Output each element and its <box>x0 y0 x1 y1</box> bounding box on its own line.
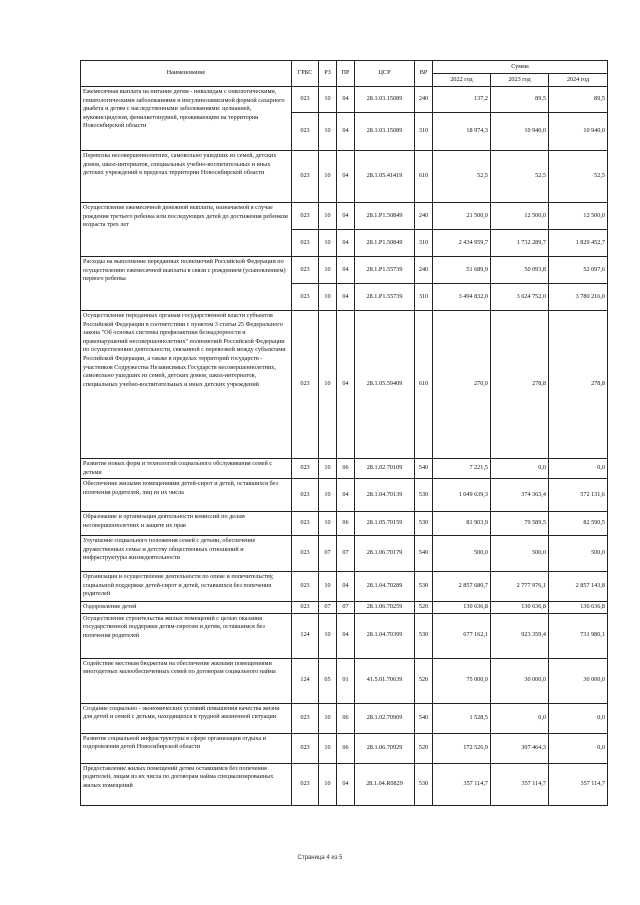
cell-vr: 610 <box>415 151 433 203</box>
cell-amount-2022: 137,2 <box>433 87 491 113</box>
cell-pr: 04 <box>337 284 355 311</box>
cell-csr: 28.1.06.70259 <box>355 602 415 614</box>
cell-vr: 530 <box>415 763 433 805</box>
cell-grbs: 023 <box>292 113 319 151</box>
cell-rz: 10 <box>319 113 337 151</box>
cell-name: Улучшение социального положения семей с детьми, обеспечение дружественных семье и детству общественных отношений и инфраструктуры жизнедеятельности <box>81 536 292 572</box>
cell-rz: 10 <box>319 151 337 203</box>
cell-amount-2022: 52,5 <box>433 151 491 203</box>
cell-amount-2024: 89,5 <box>549 87 608 113</box>
cell-amount-2022: 75 000,0 <box>433 658 491 703</box>
cell-amount-2023: 10 940,0 <box>491 113 549 151</box>
cell-grbs: 124 <box>292 658 319 703</box>
cell-amount-2023: 2 777 976,1 <box>491 572 549 602</box>
page-number: Страница 4 из 5 <box>297 855 343 861</box>
cell-amount-2024: 731 980,1 <box>549 613 608 658</box>
cell-amount-2022: 2 434 959,7 <box>433 230 491 257</box>
table-row <box>81 87 608 113</box>
cell-amount-2024: 52,5 <box>549 151 608 203</box>
cell-amount-2022: 677 162,1 <box>433 613 491 658</box>
cell-amount-2023: 52,5 <box>491 151 549 203</box>
table-row <box>81 572 608 602</box>
cell-amount-2024: 0,0 <box>549 703 608 733</box>
header-csr: ЦСР <box>355 61 415 87</box>
cell-vr: 540 <box>415 536 433 572</box>
cell-amount-2022: 357 114,7 <box>433 763 491 805</box>
header-name: Наименование <box>81 61 292 87</box>
cell-amount-2022: 500,0 <box>433 536 491 572</box>
cell-vr: 240 <box>415 87 433 113</box>
cell-vr: 520 <box>415 658 433 703</box>
cell-amount-2024: 52 097,6 <box>549 257 608 284</box>
cell-csr: 41.5.01.70639 <box>355 658 415 703</box>
table-row <box>81 512 608 536</box>
cell-vr: 310 <box>415 284 433 311</box>
cell-name: Перевозка несовершеннолетних, самовольно ушедших из семей, детских домов, школ-интернатов, специальных учебно-воспитательных и иных детских учреждений в пределах территории Новосибирской области <box>81 151 292 203</box>
cell-vr: 530 <box>415 572 433 602</box>
cell-pr: 01 <box>337 658 355 703</box>
table-row <box>81 257 608 284</box>
cell-csr: 28.1.P1.55739 <box>355 257 415 284</box>
cell-csr: 28.1.06.70929 <box>355 733 415 763</box>
cell-amount-2022: 7 221,5 <box>433 459 491 479</box>
cell-pr: 06 <box>337 733 355 763</box>
cell-name: Развитие социальной инфраструктуры в сфере организации отдыха и оздоровления детей Новосибирской области <box>81 733 292 763</box>
cell-pr: 04 <box>337 257 355 284</box>
cell-rz: 10 <box>319 763 337 805</box>
cell-csr: 28.1.04.70289 <box>355 572 415 602</box>
cell-name: Осуществление ежемесячной денежной выплаты, назначаемой в случае рождения третьего ребенка или последующих детей до достижения ребенком возраста трех лет <box>81 203 292 257</box>
cell-amount-2024: 572 131,6 <box>549 479 608 512</box>
cell-grbs: 023 <box>292 479 319 512</box>
cell-pr: 06 <box>337 459 355 479</box>
cell-vr: 310 <box>415 113 433 151</box>
cell-amount-2022: 1 528,5 <box>433 703 491 733</box>
cell-vr: 530 <box>415 512 433 536</box>
cell-amount-2024: 0,0 <box>549 733 608 763</box>
cell-grbs: 023 <box>292 763 319 805</box>
cell-name: Организация и осуществление деятельности по опеке и попечительству, социальной поддержке детей-сирот и детей, оставшихся без попечения родителей <box>81 572 292 602</box>
cell-amount-2022: 3 494 832,0 <box>433 284 491 311</box>
cell-amount-2022: 21 500,0 <box>433 203 491 230</box>
cell-amount-2022: 130 636,8 <box>433 602 491 614</box>
cell-grbs: 023 <box>292 512 319 536</box>
cell-pr: 07 <box>337 602 355 614</box>
cell-rz: 10 <box>319 512 337 536</box>
cell-vr: 310 <box>415 230 433 257</box>
table-header <box>81 61 608 87</box>
cell-grbs: 023 <box>292 536 319 572</box>
cell-pr: 06 <box>337 703 355 733</box>
table-row <box>81 613 608 658</box>
cell-csr: 28.1.04.R0829 <box>355 763 415 805</box>
table-row <box>81 459 608 479</box>
cell-pr: 04 <box>337 87 355 113</box>
cell-amount-2023: 89,5 <box>491 87 549 113</box>
cell-name: Осуществление строительства жилых помещений с целью оказания государственной поддержки детям-сиротам и детям, оставшимся без попечения родителей <box>81 613 292 658</box>
cell-csr: 28.1.P1.50849 <box>355 230 415 257</box>
cell-pr: 04 <box>337 572 355 602</box>
cell-vr: 520 <box>415 733 433 763</box>
cell-amount-2022: 270,0 <box>433 311 491 459</box>
cell-rz: 10 <box>319 703 337 733</box>
cell-amount-2023: 357 114,7 <box>491 763 549 805</box>
cell-csr: 28.1.04.70139 <box>355 479 415 512</box>
cell-amount-2024: 12 500,0 <box>549 203 608 230</box>
cell-amount-2024: 130 636,8 <box>549 602 608 614</box>
cell-rz: 10 <box>319 311 337 459</box>
cell-rz: 10 <box>319 230 337 257</box>
cell-csr: 28.1.P1.55739 <box>355 284 415 311</box>
cell-csr: 28.1.03.15089 <box>355 113 415 151</box>
cell-rz: 10 <box>319 87 337 113</box>
cell-csr: 28.1.05.41419 <box>355 151 415 203</box>
cell-amount-2024: 1 829 452,7 <box>549 230 608 257</box>
cell-name: Оздоровление детей <box>81 602 292 614</box>
cell-vr: 540 <box>415 459 433 479</box>
cell-name: Обеспечение жилыми помещениями детей-сирот и детей, оставшихся без попечения родителей, лиц из их числа <box>81 479 292 512</box>
cell-grbs: 023 <box>292 230 319 257</box>
table-row <box>81 733 608 763</box>
cell-amount-2023: 1 732 289,7 <box>491 230 549 257</box>
table-row <box>81 311 608 459</box>
cell-amount-2023: 374 363,4 <box>491 479 549 512</box>
cell-amount-2022: 172 526,9 <box>433 733 491 763</box>
header-sum: Сумма <box>433 61 608 74</box>
table-row <box>81 151 608 203</box>
cell-amount-2023: 79 589,5 <box>491 512 549 536</box>
cell-amount-2023: 923 359,4 <box>491 613 549 658</box>
cell-amount-2022: 1 049 639,3 <box>433 479 491 512</box>
cell-name: Осуществление переданных органам государственной власти субъектов Российской Федерации в соответствии с пунктом 3 статьи 25 Федерального закона "Об основах системы профилактики безнадзорности и правонарушений несовершеннолетних" полномочий Российской Федерации по осуществлению деятельности, связанной с перевозкой между субъектами Российской Федерации, а также в пределах территорий государств - участников Содружества Независимых Государств несовершеннолетних, самовольно ушедших из семей, детских домов, школ-интернатов, специальных учебно-воспитательных и иных детских учреждений <box>81 311 292 459</box>
cell-amount-2024: 2 857 143,8 <box>549 572 608 602</box>
cell-amount-2023: 50 093,8 <box>491 257 549 284</box>
cell-amount-2022: 18 974,3 <box>433 113 491 151</box>
cell-grbs: 023 <box>292 151 319 203</box>
budget-table <box>80 60 608 806</box>
cell-grbs: 023 <box>292 284 319 311</box>
cell-vr: 240 <box>415 257 433 284</box>
cell-grbs: 023 <box>292 733 319 763</box>
cell-grbs: 023 <box>292 703 319 733</box>
cell-vr: 530 <box>415 613 433 658</box>
cell-name: Развитие новых форм и технологий социального обслуживания семей с детьми <box>81 459 292 479</box>
cell-pr: 04 <box>337 613 355 658</box>
cell-amount-2024: 10 940,0 <box>549 113 608 151</box>
cell-pr: 04 <box>337 311 355 459</box>
header-pr: ПР <box>337 61 355 87</box>
cell-amount-2024: 500,0 <box>549 536 608 572</box>
cell-rz: 10 <box>319 572 337 602</box>
cell-amount-2024: 30 000,0 <box>549 658 608 703</box>
cell-amount-2024: 3 780 216,0 <box>549 284 608 311</box>
cell-csr: 28.1.02.70109 <box>355 459 415 479</box>
cell-name: Создание социально - экономических условий повышения качества жизни для детей и семей с детьми, находящихся в трудной жизненной ситуации <box>81 703 292 733</box>
cell-grbs: 023 <box>292 87 319 113</box>
cell-vr: 520 <box>415 602 433 614</box>
cell-amount-2023: 130 636,8 <box>491 602 549 614</box>
cell-rz: 10 <box>319 733 337 763</box>
cell-amount-2024: 82 590,5 <box>549 512 608 536</box>
cell-grbs: 023 <box>292 572 319 602</box>
cell-csr: 28.1.P1.50849 <box>355 203 415 230</box>
cell-vr: 240 <box>415 203 433 230</box>
cell-rz: 07 <box>319 536 337 572</box>
cell-amount-2022: 81 903,9 <box>433 512 491 536</box>
table-row <box>81 479 608 512</box>
cell-amount-2022: 51 689,9 <box>433 257 491 284</box>
cell-rz: 10 <box>319 284 337 311</box>
cell-rz: 10 <box>319 613 337 658</box>
cell-rz: 10 <box>319 459 337 479</box>
cell-pr: 07 <box>337 536 355 572</box>
cell-amount-2023: 500,0 <box>491 536 549 572</box>
cell-amount-2023: 0,0 <box>491 459 549 479</box>
cell-rz: 10 <box>319 479 337 512</box>
cell-grbs: 023 <box>292 311 319 459</box>
cell-grbs: 023 <box>292 203 319 230</box>
cell-pr: 04 <box>337 203 355 230</box>
cell-rz: 10 <box>319 257 337 284</box>
cell-amount-2023: 3 624 752,0 <box>491 284 549 311</box>
cell-pr: 06 <box>337 512 355 536</box>
cell-csr: 28.1.05.70159 <box>355 512 415 536</box>
cell-rz: 05 <box>319 658 337 703</box>
table-row <box>81 536 608 572</box>
cell-pr: 04 <box>337 763 355 805</box>
cell-rz: 10 <box>319 203 337 230</box>
header-year-2023: 2023 год <box>491 74 549 87</box>
cell-amount-2023: 278,8 <box>491 311 549 459</box>
cell-pr: 04 <box>337 230 355 257</box>
cell-amount-2023: 12 500,0 <box>491 203 549 230</box>
cell-amount-2023: 0,0 <box>491 703 549 733</box>
cell-amount-2023: 30 000,0 <box>491 658 549 703</box>
table-row <box>81 703 608 733</box>
cell-csr: 28.1.03.15089 <box>355 87 415 113</box>
header-grbs: ГРБС <box>292 61 319 87</box>
cell-amount-2024: 0,0 <box>549 459 608 479</box>
cell-name: Расходы на выполнение переданных полномочий Российской Федерации по осуществлению ежемесячной выплаты в связи с рождением (усыновлением) первого ребенка <box>81 257 292 311</box>
cell-grbs: 023 <box>292 257 319 284</box>
cell-vr: 530 <box>415 479 433 512</box>
table-row <box>81 763 608 805</box>
header-vr: ВР <box>415 61 433 87</box>
table-row <box>81 602 608 614</box>
cell-name: Предоставление жилых помещений детям оставшимся без попечения родителей, лицам из их числа по договорам найма специализированных жилых помещений <box>81 763 292 805</box>
cell-pr: 04 <box>337 151 355 203</box>
cell-name: Содействие местным бюджетам на обеспечение жилыми помещениями многодетных малообеспеченных семей по договорам социального найма <box>81 658 292 703</box>
header-year-2024: 2024 год <box>549 74 608 87</box>
cell-name: Ежемесячная выплата на питание детям - инвалидам с онкологическими, гематологическими заболеваниями и инсулинозависимой формой сахарного диабета и детям с наследственными заболеваниями: целиакией, муковисцидозом, фенилкетонурией, проживающим на территории Новосибирской области <box>81 87 292 151</box>
cell-csr: 28.1.05.59409 <box>355 311 415 459</box>
cell-grbs: 023 <box>292 602 319 614</box>
table-row <box>81 658 608 703</box>
cell-pr: 04 <box>337 113 355 151</box>
cell-csr: 28.1.02.70909 <box>355 703 415 733</box>
cell-pr: 04 <box>337 479 355 512</box>
header-year-2022: 2022 год <box>433 74 491 87</box>
table-body <box>81 87 608 806</box>
cell-grbs: 124 <box>292 613 319 658</box>
cell-csr: 28.1.04.70399 <box>355 613 415 658</box>
cell-vr: 610 <box>415 311 433 459</box>
cell-grbs: 023 <box>292 459 319 479</box>
table-row <box>81 203 608 230</box>
cell-vr: 540 <box>415 703 433 733</box>
cell-name: Образование и организация деятельности комиссий по делам несовершеннолетних и защите их прав <box>81 512 292 536</box>
cell-amount-2022: 2 857 680,7 <box>433 572 491 602</box>
header-rz: РЗ <box>319 61 337 87</box>
cell-amount-2024: 357 114,7 <box>549 763 608 805</box>
cell-csr: 28.1.06.70179 <box>355 536 415 572</box>
cell-amount-2024: 278,8 <box>549 311 608 459</box>
cell-amount-2023: 307 464,3 <box>491 733 549 763</box>
cell-rz: 07 <box>319 602 337 614</box>
